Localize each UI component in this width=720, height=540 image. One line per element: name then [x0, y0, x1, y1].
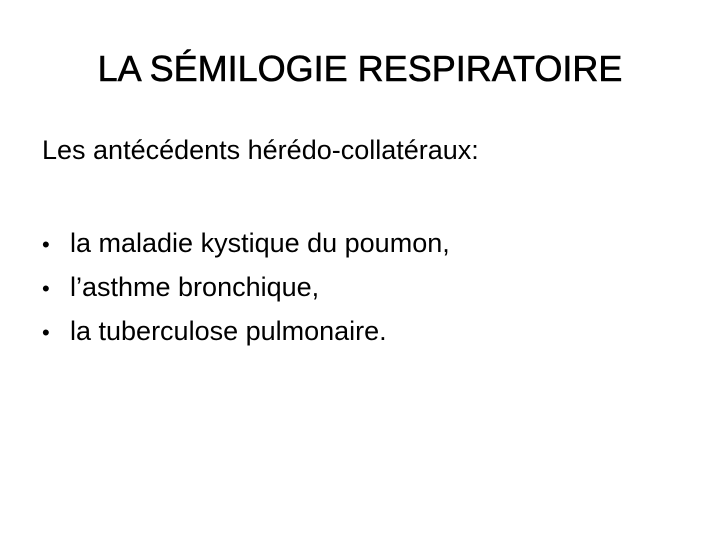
bullet-marker: •: [42, 276, 50, 301]
bullet-marker: •: [42, 320, 50, 345]
list-item-text: l’asthme bronchique,: [70, 272, 320, 302]
list-item-text: la maladie kystique du poumon,: [70, 228, 450, 258]
list-item: [42, 222, 450, 266]
list-item: [42, 310, 450, 354]
slide-title: LA SÉMILOGIE RESPIRATOIRE: [97, 48, 623, 89]
list-item: [42, 266, 450, 310]
bullet-list: [42, 222, 450, 354]
bullet-marker: •: [42, 232, 50, 257]
slide-subheading: Les antécédents hérédo-collatéraux:: [42, 135, 479, 165]
list-item-text: la tuberculose pulmonaire.: [70, 316, 387, 346]
